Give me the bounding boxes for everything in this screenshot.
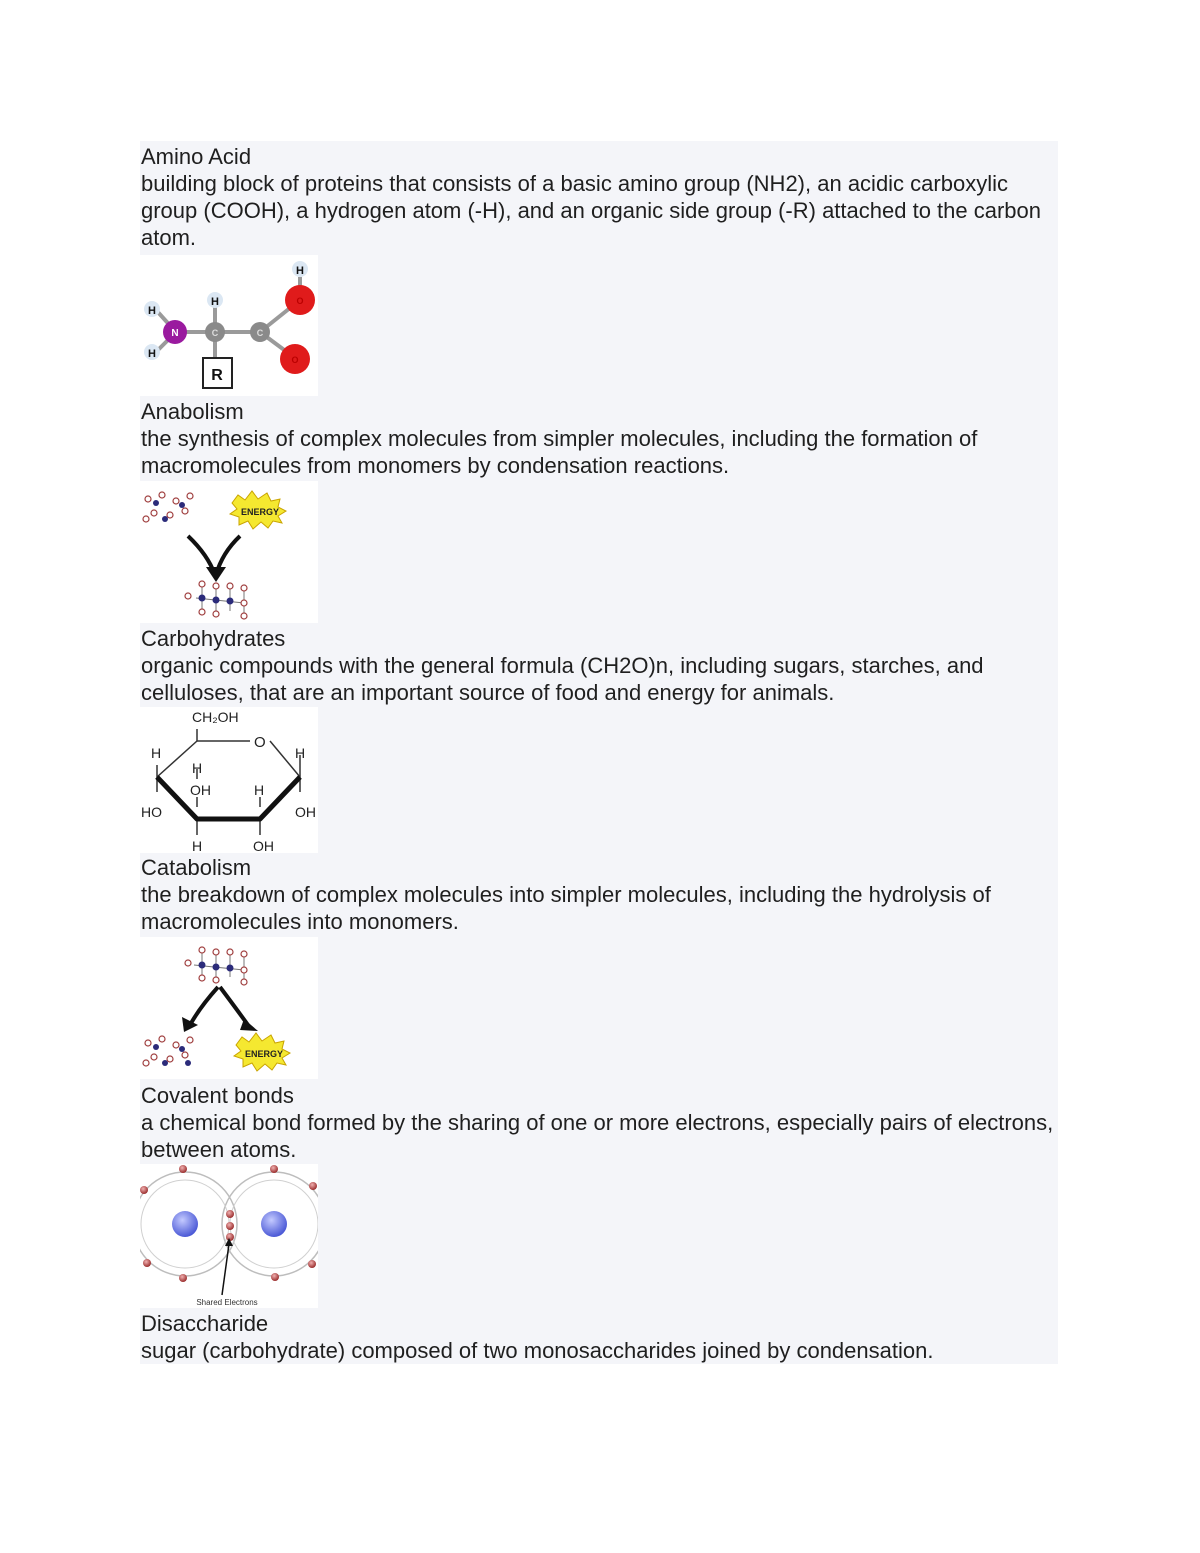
term-definition: the breakdown of complex molecules into simpler molecules, including the hydrolysis of macromolecules into monomers. <box>141 882 991 934</box>
covalent-bond-figure <box>140 1164 318 1308</box>
energy-label: ENERGY <box>244 1049 284 1059</box>
term-title: Carbohydrates <box>141 626 286 651</box>
entry-amino-acid <box>141 143 1056 251</box>
svg-text:OH: OH <box>295 804 316 820</box>
svg-text:H: H <box>296 265 304 277</box>
entry-disaccharide <box>141 1310 1056 1364</box>
term-title: Anabolism <box>141 399 244 424</box>
svg-text:H: H <box>192 760 203 776</box>
entry-carbohydrates <box>141 625 1056 706</box>
term-definition: a chemical bond formed by the sharing of one or more electrons, especially pairs of electrons, between atoms. <box>141 1110 1054 1162</box>
svg-text:H: H <box>151 745 162 761</box>
svg-text:O: O <box>296 296 304 306</box>
term-title: Amino Acid <box>141 144 252 169</box>
svg-text:C: C <box>256 328 264 338</box>
svg-text:N: N <box>171 328 179 339</box>
svg-text:OH: OH <box>190 782 211 798</box>
svg-text:O: O <box>254 734 266 751</box>
entry-anabolism <box>141 398 1056 479</box>
svg-text:HO: HO <box>141 804 162 820</box>
term-definition: sugar (carbohydrate) composed of two monosaccharides joined by condensation. <box>141 1338 934 1363</box>
term-definition: the synthesis of complex molecules from simpler molecules, including the formation of macromolecules from monomers by condensation reactions. <box>141 426 978 478</box>
r-group-label: R <box>211 367 223 384</box>
term-title: Disaccharide <box>141 1311 269 1336</box>
amino-acid-figure <box>140 255 318 396</box>
catabolism-figure <box>140 937 318 1079</box>
term-title: Catabolism <box>141 855 252 880</box>
shared-electrons-label: Shared Electrons <box>196 1298 258 1307</box>
entry-covalent-bonds <box>141 1082 1056 1163</box>
svg-text:O: O <box>291 355 299 365</box>
term-title: Covalent bonds <box>141 1083 294 1108</box>
anabolism-figure <box>140 481 318 623</box>
svg-text:H: H <box>254 782 265 798</box>
svg-text:C: C <box>211 328 219 338</box>
svg-text:H: H <box>148 305 156 317</box>
svg-text:H: H <box>295 745 306 761</box>
glucose-figure <box>140 707 318 853</box>
svg-text:H: H <box>192 838 203 853</box>
energy-label: ENERGY <box>240 507 280 517</box>
term-definition: building block of proteins that consists of a basic amino group (NH2), an acidic carboxylic group (COOH), a hydrogen atom (-H), and an organic side group (-R) attached to the carbon atom. <box>141 171 1042 250</box>
svg-text:OH: OH <box>253 838 274 853</box>
entry-catabolism <box>141 854 1056 935</box>
svg-text:H: H <box>148 348 156 360</box>
svg-text:H: H <box>211 296 219 308</box>
ch2oh-label: CH₂OH <box>192 709 239 725</box>
term-definition: organic compounds with the general formula (CH2O)n, including sugars, starches, and celluloses, that are an important source of food and energy for animals. <box>141 653 984 705</box>
flashcard-document <box>140 141 1058 1364</box>
